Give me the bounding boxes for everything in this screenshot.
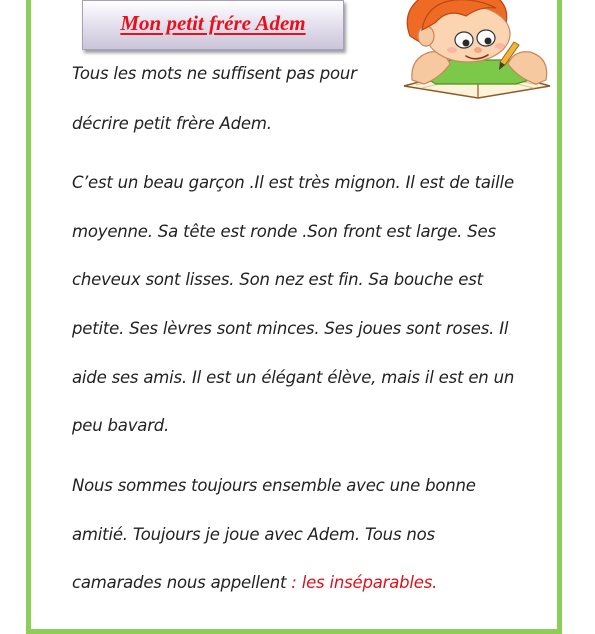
highlight-text: : les inséparables. xyxy=(291,573,438,592)
page-title: Mon petit frére Adem xyxy=(120,11,306,35)
paragraph3-line2: amitié. Toujours je joue avec Adem. Tous nos xyxy=(72,525,435,544)
title-box xyxy=(82,0,344,50)
paragraph2-line6: peu bavard. xyxy=(72,416,170,435)
paragraph1-line2: décrire petit frère Adem. xyxy=(72,114,272,133)
paragraph2-line3: cheveux sont lisses. Son nez est fin. Sa bouche est xyxy=(72,270,483,289)
boy-reading-book-illustration xyxy=(396,0,560,100)
paragraph2-line1: C’est un beau garçon .Il est très mignon. Il est de taille xyxy=(72,173,514,192)
paragraph2-line5: aide ses amis. Il est un élégant élève, mais il est en un xyxy=(72,368,515,387)
paragraph3-line3-text: camarades nous appellent xyxy=(72,573,287,592)
paragraph1-line1: Tous les mots ne suffisent pas pour xyxy=(72,64,357,83)
paragraph2-line2: moyenne. Sa tête est ronde .Son front est large. Ses xyxy=(72,222,496,241)
paragraph3-line3 xyxy=(72,573,437,592)
paragraph2-line4: petite. Ses lèvres sont minces. Ses joues sont roses. Il xyxy=(72,319,509,338)
paragraph3-line1: Nous sommes toujours ensemble avec une bonne xyxy=(72,476,476,495)
